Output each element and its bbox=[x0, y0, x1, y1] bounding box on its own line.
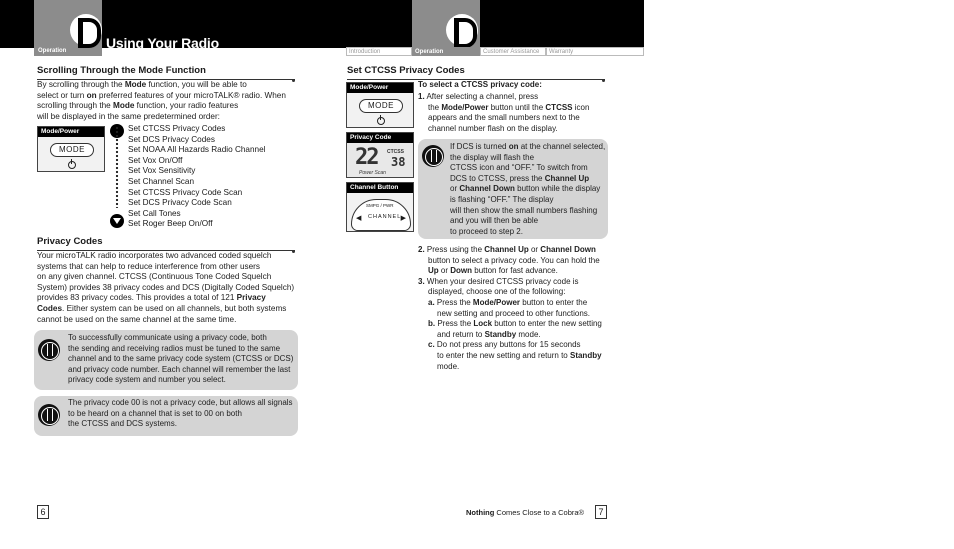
step-line: a. Press the Mode/Power button to enter the bbox=[428, 297, 588, 307]
privacy-code-panel bbox=[346, 132, 414, 178]
privacy-paragraph bbox=[37, 251, 294, 325]
note-box-privacy bbox=[34, 330, 298, 390]
note-line: the CTCSS and DCS systems. bbox=[68, 419, 177, 429]
dotted-connector bbox=[115, 126, 119, 208]
paragraph-line: select or turn on preferred features of your microTALK® radio. When bbox=[37, 90, 286, 100]
step-line: displayed, choose one of the following: bbox=[428, 287, 566, 297]
page-number-right: 7 bbox=[595, 505, 607, 519]
paragraph-line: will be displayed in the same predetermined order: bbox=[37, 111, 220, 121]
section-label-operation: Operation bbox=[38, 48, 67, 54]
list-item: Set NOAA All Hazards Radio Channel bbox=[128, 145, 266, 155]
paragraph-line: scrolling through the Mode function, your radio features bbox=[37, 101, 239, 111]
paragraph-line: Codes. Either system can be used on all channels, but both systems bbox=[37, 303, 287, 313]
channel-top-label: SMPG / PWR bbox=[366, 203, 394, 208]
heading-set-ctcss: Set CTCSS Privacy Codes bbox=[347, 65, 605, 80]
lcd-digits: 22 bbox=[355, 145, 378, 170]
channel-word: CHANNEL bbox=[368, 214, 402, 220]
step-line: new setting and proceed to other functions. bbox=[437, 308, 590, 318]
mode-power-panel bbox=[37, 126, 105, 172]
list-item: Set Call Tones bbox=[128, 208, 181, 218]
step-line: 3. When your desired CTCSS privacy code is bbox=[418, 276, 579, 286]
note-line: channel and to the same privacy code system (CTCSS or DCS) bbox=[68, 354, 294, 364]
step-1 bbox=[418, 92, 589, 134]
channel-down-icon[interactable]: ◀ bbox=[356, 215, 362, 222]
step-line: channel number flash on the display. bbox=[428, 123, 558, 133]
panel-label: Mode/Power bbox=[38, 127, 104, 137]
paragraph-line: cannot be used on the same channel at the same time. bbox=[37, 314, 237, 324]
note-line: and you will then be able bbox=[450, 216, 539, 226]
paragraph-line: By scrolling through the Mode function, you will be able to bbox=[37, 80, 247, 89]
note-line: or Channel Down button while the display bbox=[450, 184, 601, 194]
note-line: privacy code system and number you select. bbox=[68, 375, 226, 385]
note-line: The privacy code 00 is not a privacy code, but allows all signals bbox=[68, 398, 293, 407]
paragraph-line: provides 83 privacy codes. This provides a total of 121 Privacy bbox=[37, 293, 266, 303]
step-line: the Mode/Power button until the CTCSS icon bbox=[428, 102, 590, 112]
paragraph-line: Your microTALK radio incorporates two advanced coded squelch bbox=[37, 251, 272, 260]
scrolling-paragraph bbox=[37, 80, 286, 122]
note-icon bbox=[38, 339, 60, 361]
steps-2-3 bbox=[418, 245, 602, 372]
step-line: mode. bbox=[437, 361, 460, 371]
panel-label: Mode/Power bbox=[347, 83, 413, 93]
note-line: to proceed to step 2. bbox=[450, 226, 523, 236]
mode-power-panel-right bbox=[346, 82, 414, 128]
step-line: c. Do not press any buttons for 15 seconds bbox=[428, 340, 581, 350]
mode-list bbox=[128, 124, 265, 230]
tab-warranty[interactable]: Warranty bbox=[546, 47, 644, 56]
note-line: the display will flash the bbox=[450, 152, 535, 162]
note-line: If DCS is turned on at the channel selected, bbox=[450, 142, 606, 151]
page-number-left: 6 bbox=[37, 505, 49, 519]
note-icon bbox=[38, 404, 60, 426]
step-line: 2. Press using the Channel Up or Channel Down bbox=[418, 245, 596, 254]
note-line: will then show the small numbers flashing bbox=[450, 205, 598, 215]
step-line: and return to Standby mode. bbox=[437, 329, 541, 339]
panel-label: Privacy Code bbox=[347, 133, 413, 143]
note-line: to be heard on a channel that is set to 00 on both bbox=[68, 408, 242, 418]
note-line: CTCSS icon and “OFF.” To switch from bbox=[450, 163, 588, 173]
note-box-code-00 bbox=[34, 396, 298, 436]
note-line: and privacy code number. Each channel will remember the last bbox=[68, 364, 291, 374]
list-item: Set Channel Scan bbox=[128, 176, 194, 186]
step-line: b. Press the Lock button to enter the new setting bbox=[428, 319, 602, 329]
note-line: To successfully communicate using a privacy code, both bbox=[68, 333, 267, 342]
step-line: 1. After selecting a channel, press bbox=[418, 92, 539, 101]
note-icon bbox=[422, 145, 444, 167]
heading-privacy-codes: Privacy Codes bbox=[37, 236, 295, 251]
page-title: Using Your Radio bbox=[106, 35, 219, 51]
note-box-dcs bbox=[418, 139, 608, 239]
list-item: Set CTCSS Privacy Code Scan bbox=[128, 187, 243, 197]
list-item: Set CTCSS Privacy Codes bbox=[128, 124, 226, 133]
channel-rocker[interactable] bbox=[351, 199, 411, 231]
footer-tagline: Nothing Comes Close to a Cobra® bbox=[466, 508, 585, 517]
panel-label: Channel Button bbox=[347, 183, 413, 193]
lcd-bottom: Power Scan bbox=[359, 170, 386, 176]
cobra-logo-icon bbox=[70, 14, 102, 46]
paragraph-line: System) provides 38 privacy codes and DCS (Digitally Coded Squelch) bbox=[37, 282, 295, 292]
step-line: appears and the small numbers next to the bbox=[428, 113, 580, 123]
paragraph-line: systems that can help to reduce interference from other users bbox=[37, 261, 260, 271]
tab-operation[interactable]: Operation bbox=[412, 47, 480, 56]
step-line: button to select a privacy code. You can hold the bbox=[428, 255, 600, 265]
note-line: is flashing “OFF.” The display bbox=[450, 194, 554, 204]
paragraph-line: on any given channel. CTCSS (Continuous Tone Coded Squelch bbox=[37, 272, 272, 282]
note-line: the sending and receiving radios must be tuned to the same bbox=[68, 343, 281, 353]
scroll-down-icon bbox=[110, 214, 124, 228]
power-icon bbox=[377, 117, 385, 125]
list-item: Set DCS Privacy Codes bbox=[128, 134, 215, 144]
step-line: to enter the new setting and return to Standby bbox=[437, 350, 602, 360]
mode-button[interactable]: MODE bbox=[359, 99, 403, 113]
cobra-logo-icon-right bbox=[446, 14, 478, 46]
list-item: Set Vox On/Off bbox=[128, 155, 183, 165]
channel-up-icon[interactable]: ▶ bbox=[400, 215, 406, 222]
tab-introduction[interactable]: Introduction bbox=[346, 47, 412, 56]
list-item: Set DCS Privacy Code Scan bbox=[128, 198, 232, 208]
subheading-select-ctcss: To select a CTCSS privacy code: bbox=[418, 80, 542, 89]
lcd-tag: CTCSS bbox=[387, 149, 404, 155]
note-line: DCS to CTCSS, press the Channel Up bbox=[450, 173, 590, 183]
lcd-small-digits: 38 bbox=[391, 155, 406, 169]
power-icon bbox=[68, 161, 76, 169]
step-line: Up or Down button for fast advance. bbox=[428, 266, 558, 276]
channel-button-panel bbox=[346, 182, 414, 232]
list-item: Set Roger Beep On/Off bbox=[128, 219, 213, 229]
tab-customer-assistance[interactable]: Customer Assistance bbox=[480, 47, 546, 56]
heading-scrolling-mode: Scrolling Through the Mode Function bbox=[37, 65, 295, 80]
list-item: Set Vox Sensitivity bbox=[128, 166, 196, 176]
mode-button[interactable]: MODE bbox=[50, 143, 94, 157]
